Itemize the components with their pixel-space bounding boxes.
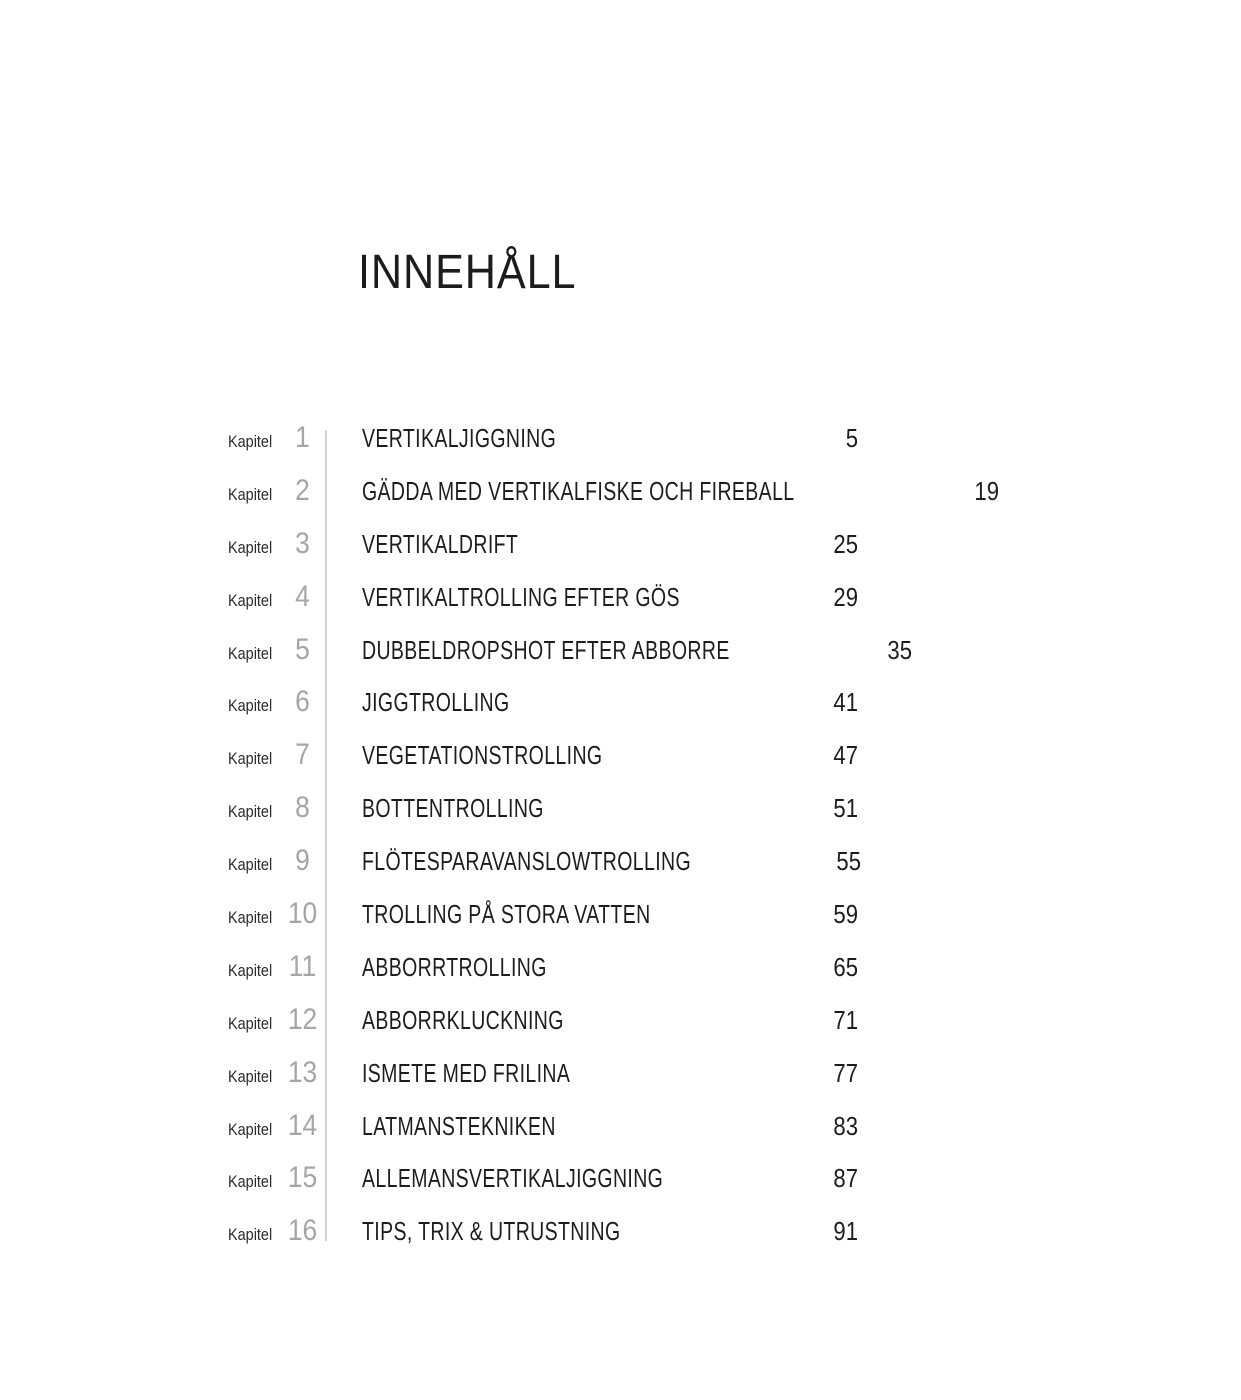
chapter-word-label: Kapitel [228,484,273,504]
chapter-word-label: Kapitel [228,1225,273,1245]
chapter-word-label: Kapitel [228,1066,273,1086]
toc-entry [228,626,913,679]
chapter-number: 16 [287,1214,318,1248]
chapter-word-label: Kapitel [228,855,273,875]
toc-entry [228,1154,858,1207]
chapter-number: 6 [295,685,310,719]
chapter-page-number: 25 [833,528,858,559]
chapter-number: 1 [295,421,310,454]
chapter-title: VERTIKALDRIFT [362,528,519,559]
toc-entry [228,1207,858,1260]
toc-entry [228,837,861,890]
chapter-number: 11 [288,949,317,983]
chapter-word-label: Kapitel [228,960,273,980]
chapter-word-label: Kapitel [228,590,273,610]
chapter-number: 7 [295,738,310,772]
chapter-title: ABBORRKLUCKNING [362,1004,564,1035]
chapter-page-number: 41 [833,687,858,718]
chapter-number: 2 [295,473,310,507]
toc-entry [228,1102,858,1155]
chapter-page-number: 87 [833,1163,858,1194]
chapter-page-number: 83 [833,1110,858,1141]
chapter-word-label: Kapitel [228,1119,273,1139]
toc-entry [228,890,858,943]
chapter-number: 10 [287,897,318,931]
chapter-page-number: 77 [833,1057,858,1088]
chapter-number: 9 [295,844,310,878]
chapter-number: 13 [287,1055,318,1089]
chapter-page-number: 91 [833,1216,858,1247]
chapter-page-number: 71 [833,1004,858,1035]
chapter-number: 12 [287,1002,318,1036]
chapter-number: 15 [287,1161,318,1195]
chapter-number: 14 [287,1108,318,1142]
toc-entry [228,414,858,467]
chapter-word-label: Kapitel [228,749,273,769]
chapter-word-label: Kapitel [228,696,273,716]
toc-entry [228,1049,858,1102]
toc-entry [228,784,858,837]
chapter-page-number: 55 [836,846,861,877]
chapter-word-label: Kapitel [228,1013,273,1033]
toc-list [228,414,999,1260]
chapter-title: JIGGTROLLING [362,687,510,718]
chapter-number: 8 [295,791,310,825]
toc-entry [228,467,999,520]
chapter-title: ISMETE MED FRILINA [362,1057,571,1088]
chapter-number: 4 [295,579,310,613]
chapter-page-number: 35 [887,634,913,665]
chapter-title: VERTIKALTROLLING EFTER GÖS [362,581,680,612]
chapter-title: ABBORRTROLLING [362,951,547,982]
chapter-title: ALLEMANSVERTIKALJIGGNING [362,1163,664,1194]
toc-entry [228,731,858,784]
toc-entry [228,520,858,573]
chapter-title: LATMANSTEKNIKEN [362,1110,556,1141]
toc-entry [228,678,858,731]
toc-entry [228,573,858,626]
chapter-title: VERTIKALJIGGNING [362,423,557,453]
chapter-page-number: 59 [833,899,858,930]
chapter-title: FLÖTESPARAVANSLOWTROLLING [362,846,692,877]
chapter-title: GÄDDA MED VERTIKALFISKE OCH FIREBALL [362,475,795,506]
chapter-page-number: 47 [833,740,858,771]
chapter-title: BOTTENTROLLING [362,793,544,824]
chapter-page-number: 51 [833,793,858,824]
chapter-word-label: Kapitel [228,1172,273,1192]
chapter-page-number: 5 [845,423,858,453]
chapter-page-number: 19 [974,475,999,506]
toc-entry [228,996,858,1049]
page-title: INNEHÅLL [358,246,577,299]
chapter-number: 3 [295,526,310,560]
chapter-title: VEGETATIONSTROLLING [362,740,603,771]
chapter-title: TROLLING PÅ STORA VATTEN [362,899,651,930]
chapter-title: TIPS, TRIX & UTRUSTNING [362,1216,621,1247]
chapter-title: DUBBELDROPSHOT EFTER ABBORRE [362,634,730,665]
chapter-page-number: 65 [833,951,858,982]
chapter-word-label: Kapitel [228,537,273,557]
chapter-word-label: Kapitel [228,908,273,928]
chapter-word-label: Kapitel [228,802,273,822]
chapter-page-number: 29 [833,581,858,612]
chapter-number: 5 [295,632,310,666]
chapter-word-label: Kapitel [228,432,273,451]
chapter-word-label: Kapitel [228,643,273,663]
toc-entry [228,943,858,996]
